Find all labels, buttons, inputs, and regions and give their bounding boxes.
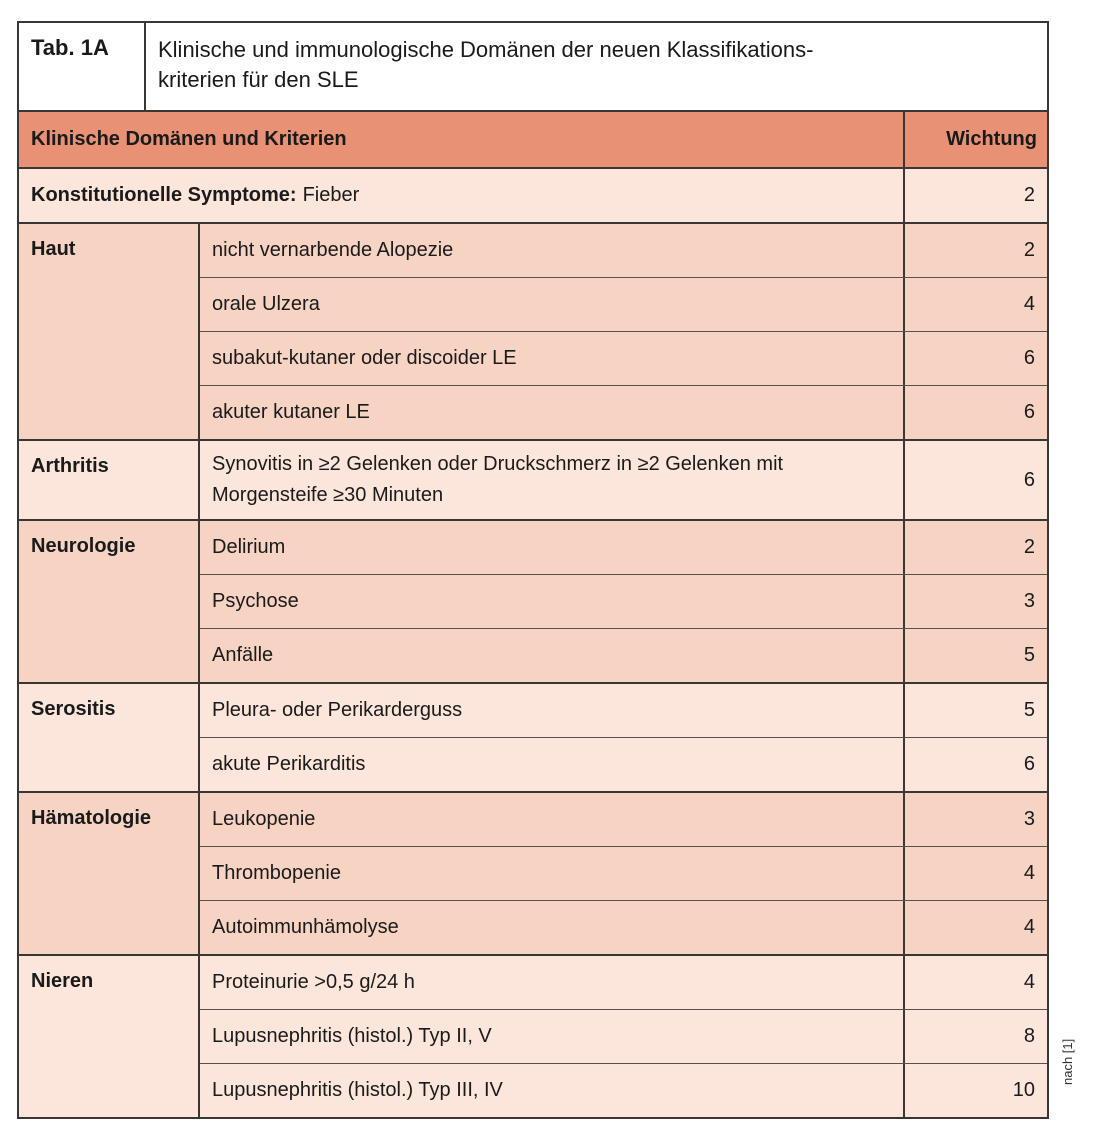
criterion: orale Ulzera [212,293,320,315]
header-criteria: Klinische Domänen und Kriterien [31,128,347,150]
weight: 6 [903,738,1047,791]
weight: 4 [903,278,1047,331]
table-row [200,386,1047,439]
weight: 2 [903,169,1047,222]
table-row [200,575,1047,629]
criterion: nicht vernarbende Alopezie [212,239,454,261]
criterion: Autoimmunhämolyse [212,916,399,938]
table-row-constitutional [19,169,1047,224]
table-title-line-1: Klinische und immunologische Domänen der neuen Klassifikations- [158,37,814,62]
criterion: Proteinurie >0,5 g/24 h [212,971,415,993]
criterion: Anfälle [212,644,274,666]
table-number: Tab. 1A [19,23,146,110]
table-row [200,224,1047,278]
domain-label: Haut [19,224,200,439]
classification-table [17,21,1049,1119]
criterion: akute Perikarditis [212,753,366,775]
weight: 3 [903,575,1047,628]
criterion: Lupusnephritis (histol.) Typ III, IV [212,1079,503,1101]
table-row [200,629,1047,682]
criterion: Pleura- oder Perikarderguss [212,699,463,721]
weight: 5 [903,684,1047,737]
source-note: nach [1] [1060,1038,1075,1085]
table-title [146,23,1047,110]
criterion: Thrombopenie [212,862,341,884]
weight: 4 [903,901,1047,954]
weight: 4 [903,956,1047,1009]
criterion: Synovitis in ≥2 Gelenken oder Druckschmerz in ≥2 Gelenken mit Morgensteife ≥30 Minuten [212,453,784,506]
table-row [200,684,1047,738]
domain-label: Arthritis [19,441,200,519]
domain-group-arthritis [19,441,1047,521]
table-row [200,901,1047,954]
criterion: subakut-kutaner oder discoider LE [212,347,517,369]
weight: 5 [903,629,1047,682]
domain-group-nieren [19,956,1047,1117]
table-row [200,738,1047,791]
domain-group-haut [19,224,1047,441]
table-row [200,278,1047,332]
criterion: Leukopenie [212,808,316,830]
criterion: Lupusnephritis (histol.) Typ II, V [212,1025,492,1047]
table-row [200,793,1047,847]
domain-label: Neurologie [19,521,200,682]
domain-label: Konstitutionelle Symptome: [31,184,297,206]
weight: 2 [903,521,1047,574]
table-row [200,1010,1047,1064]
table-header [19,112,1047,169]
table-title-row [19,23,1047,112]
weight: 2 [903,224,1047,277]
criterion: Psychose [212,590,299,612]
table-row [200,847,1047,901]
table-row [200,956,1047,1010]
weight: 10 [903,1064,1047,1117]
weight: 8 [903,1010,1047,1063]
header-weight: Wichtung [903,112,1047,167]
domain-group-neurologie [19,521,1047,684]
domain-label: Serositis [19,684,200,791]
criterion: akuter kutaner LE [212,401,370,423]
table-title-line-2: kriterien für den SLE [158,67,359,92]
criterion: Delirium [212,536,286,558]
table-row [200,441,1047,519]
table-row [200,332,1047,386]
weight: 4 [903,847,1047,900]
table-row [200,521,1047,575]
domain-group-haematologie [19,793,1047,956]
domain-label: Hämatologie [19,793,200,954]
weight: 6 [903,386,1047,439]
weight: 6 [903,332,1047,385]
table-row [200,1064,1047,1117]
domain-label: Nieren [19,956,200,1117]
weight: 3 [903,793,1047,846]
weight: 6 [903,441,1047,519]
domain-group-serositis [19,684,1047,793]
criterion: Fieber [302,184,360,206]
